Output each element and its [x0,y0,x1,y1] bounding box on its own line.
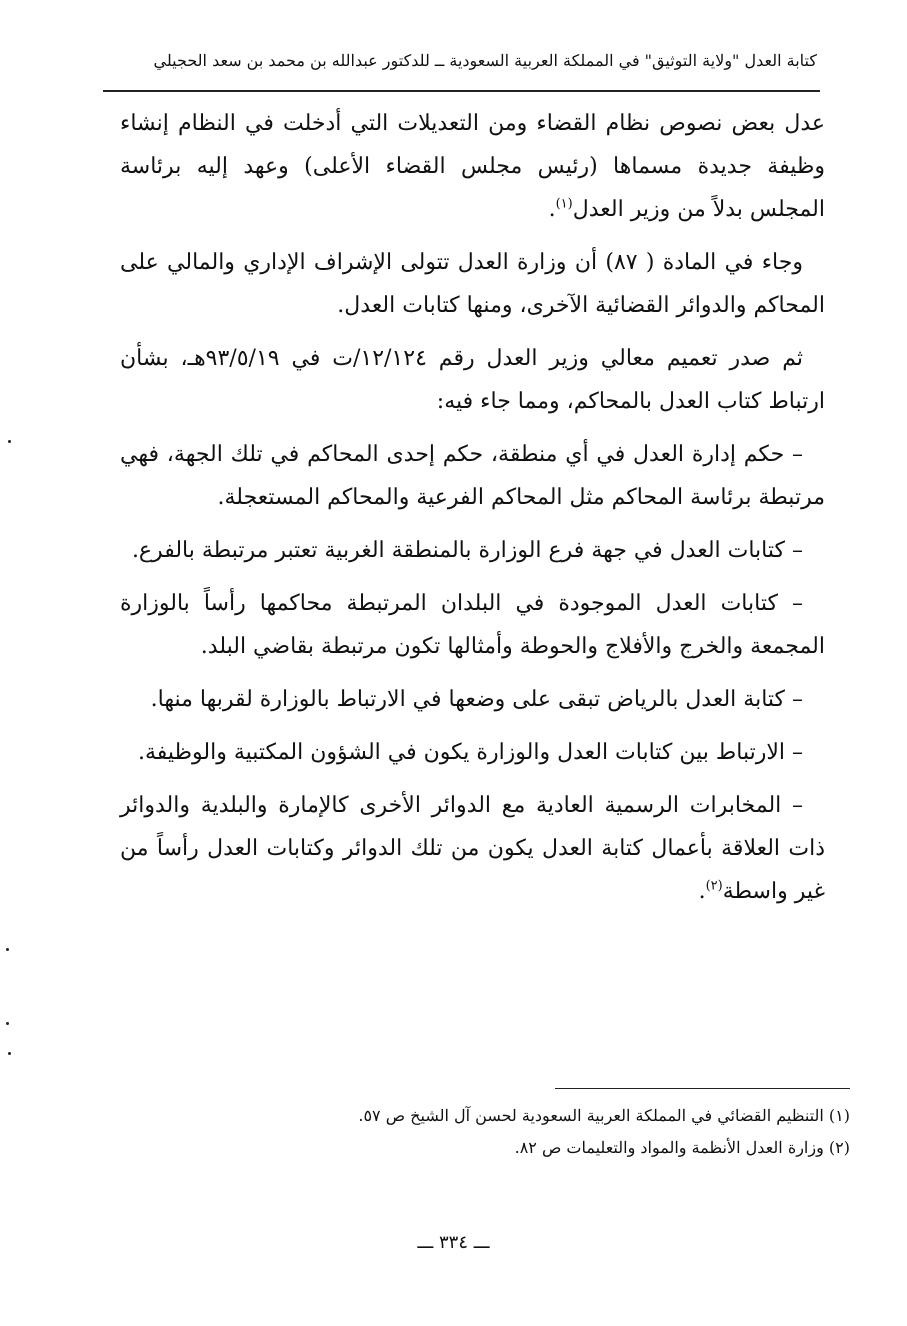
footnote-separator [555,1088,850,1089]
paragraph-6: – كتابات العدل الموجودة في البلدان المرتبطة محاكمها رأساً بالوزارة المجمعة والخرج والأفلاج والحوطة وأمثالها تكون مرتبطة بقاضي البلد. [120,591,825,659]
footnote-2: (٢) وزارة العدل الأنظمة والمواد والتعليمات ص ٨٢. [514,1138,850,1157]
scan-speck [8,1052,11,1055]
paragraph-3: ثم صدر تعميم معالي وزير العدل رقم ١٢/١٢٤/ت في ٩٣/٥/١٩هـ، بشأن ارتباط كتاب العدل بالمحاكم، ومما جاء فيه: [120,346,825,414]
footnote-ref-1[interactable]: (١) [555,196,573,212]
paragraph-4: – حكم إدارة العدل في أي منطقة، حكم إحدى المحاكم في تلك الجهة، فهي مرتبطة برئاسة المحاكم مثل المحاكم الفرعية والمحاكم المستعجلة. [120,442,825,510]
paragraph-7: – كتابة العدل بالرياض تبقى على وضعها في الارتباط بالوزارة لقربها منها. [150,687,803,712]
scan-speck [6,1022,9,1025]
paragraph-5: – كتابات العدل في جهة فرع الوزارة بالمنطقة الغربية تعتبر مرتبطة بالفرع. [131,538,803,563]
footnote-ref-2[interactable]: (٢) [705,878,723,894]
paragraph-2: وجاء في المادة ( ٨٧) أن وزارة العدل تتولى الإشراف الإداري والمالي على المحاكم والدوائر القضائية الآخرى، ومنها كتابات العدل. [120,250,825,318]
running-header: كتابة العدل "ولاية التوثيق" في المملكة العربية السعودية ــ للدكتور عبدالله بن محمد بن سعد الحجيلي [153,51,817,70]
scan-speck [8,440,11,443]
main-text [120,102,825,923]
paragraph-1: عدل بعض نصوص نظام القضاء ومن التعديلات التي أدخلت في النظام إنشاء وظيفة جديدة مسماها (رئيس مجلس القضاء الأعلى) وعهد إليه برئاسة المجلس بدلاً من وزير العدل$^{(١)}$. [120,111,825,222]
paragraph-9: – المخابرات الرسمية العادية مع الدوائر الأخرى كالإمارة والبلدية والدوائر ذات العلاقة بأعمال كتابة العدل يكون من تلك الدوائر وكتابات العدل رأساً من غير واسطة$^{(٢)}$. [120,793,825,904]
footnotes [250,1100,850,1164]
page-number: ـــ ٣٣٤ ـــ [417,1232,490,1253]
header-rule [103,90,820,92]
paragraph-8: – الارتباط بين كتابات العدل والوزارة يكون في الشؤون المكتبية والوظيفة. [137,740,803,765]
footnote-1: (١) التنظيم القضائي في المملكة العربية السعودية لحسن آل الشيخ ص ٥٧. [358,1106,850,1125]
scan-speck [6,948,9,951]
